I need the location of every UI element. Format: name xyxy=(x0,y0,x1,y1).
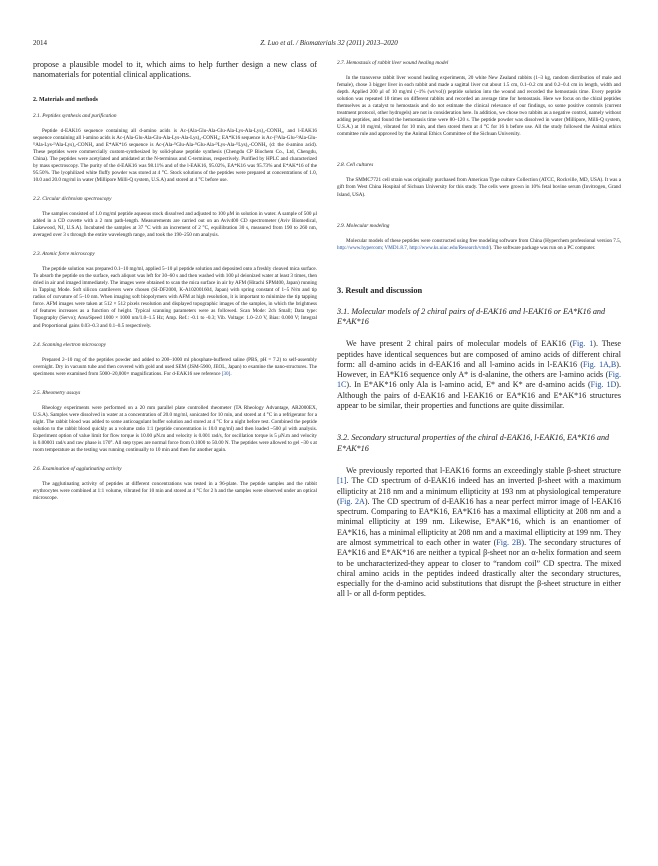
subsection-heading-2-6: 2.6. Examination of agglutinating activity xyxy=(33,466,122,473)
reference-link-1[interactable]: [1] xyxy=(337,476,347,486)
paragraph-2-1: Peptide d-EAK16 sequence containing all d-amino acids is Ac-(Ala-Glu-Ala-Glu-Ala-Lys-Ala-Lys)₂-CONH₂, and l-EAK16 sequence containing all l-amino acids is Ac-(Ala-Glu-Ala-Glu-Ala-Lys-Ala-Lys)₂-CONH₂; EA*K16 sequence is Ac-(ᴰAla-Glu-ᴰAla-Glu-ᴰAla-Lys-ᴰAla-Lys)₂-CONH₂ and E*AK*16 sequence is Ac-(Ala-ᴰGlu-Ala-ᴰGlu-Ala-ᴰLys-Ala-ᴰLys)₂-CONH₂ (d: the d-amino acid). These peptides were commercially custom-synthesized by solid-phase peptide synthesis (Chengdu CP Biochem Co., Ltd, Chengdu, China). The peptides were acetylated and amidated at the N-terminus and C-terminus, respectively. Purified by HPLC and characterized by mass spectroscopy. The purity of the d-EAK16 was 98.11% and of the l-EAK16, 95.02%, EA*K16 was 95.73% and E*AK*16 of the 95.50%. The lyophilized white fluffy powder was stored at 4 °C. Stock solutions of the peptides were prepared at concentrations of 1.0, 10.0 and 20.0 mg/ml in water (Millipore Milli-Q system, U.S.A) and stored at 4 °C before use. xyxy=(33,127,317,183)
figure-link-1[interactable]: Fig. 1 xyxy=(572,339,594,349)
running-head: Z. Luo et al. / Biomaterials 32 (2011) 2013–2020 xyxy=(260,39,398,47)
figure-link-1d[interactable]: Fig. 1D xyxy=(590,380,617,390)
paragraph-2-3: The peptide solution was prepared 0.1–10 mg/ml, applied 5–10 μl peptide solution and deposited onto a freshly cleaved mica surface. To absorb the peptide on the surface, each aliquot was left for 30–60 s and then washed with 100 μl deionized water at least 3 times, then dried in air and imaged immediately. The images were obtained to scan the mica surface in air by AFM (Hitachi SPM400, Japan) running in Tapping Mode. Soft silicon cantilevers were chosen (SI-DF2000, K-A102001604, Japan) with spring constant of 1–5 N/m and tip radius of curvature of 5–10 nm. When imaging soft biopolymers with AFM at high resolution, it is important to minimize the tip tapping force. AFM images were taken at 512 × 512 pixels resolution and displayed topographic images of the samples, in which the brightness of features increases as a function of height. Typical scanning parameters were as followed. Scan Mode: 2ch Small; Data type: Topography (Servo); Area/Speed 1000 × 1000 nm/1.0–1.5 Hz; Amp. Ref.: -0.1 to -0.3; Vib. Voltage: 1.0–2.0 V, Bias: 0.000 V; Integral and Proportional gains 0.03–0.3 and 0.1–0.5 respectively. xyxy=(33,266,317,329)
figure-link-1ab[interactable]: Fig. 1A,B xyxy=(583,359,617,369)
subsection-heading-2-7: 2.7. Hemostasis of rabbit liver wound healing model xyxy=(337,60,449,66)
figure-link-1c[interactable]: Fig. 1C xyxy=(337,370,621,390)
subsection-heading-2-3: 2.3. Atomic force microscopy xyxy=(33,251,95,258)
paragraph-2-4: Prepared 2–10 mg of the peptides powder and added to 200–1000 ml phosphate-buffered saline (PBS, pH = 7.2) to self-assembly overnight. Dry in vacuum tube and then covered with gold and used SEM (JSM-5900, JEOL, Japan) to examine the nano-structures. The specimens were examined from 5000–20,000× magnifications. For d-EAK16 see reference [30]. xyxy=(33,356,317,377)
paragraph-2-6: The agglutinating activity of peptides at different concentrations was tested in a 96-plate. The peptide samples and the rabbit erythrocytes were combined at 1:1 volume, vibrated for 10 min and stored at 4 °C for 2 h and the samples were observed under an optical microscope. xyxy=(33,481,317,502)
software-links[interactable]: http://www.hypercom; VMD1.8.7, http://www.ks.uiuc.edu/Research/vmd/ xyxy=(337,244,490,251)
paragraph-2-5: Rheology experiments were performed on a 20 mm parallel plate controlled rheometer (TA Rheology Advantage, AR2000EX, U.S.A). Samples were dissolved in water at a concentration of 20.0 mg/ml, sonicated for 10 min, and stored at 4 °C in a refrigerator for a night. The rabbit blood was added to some anticoagulant buffer solution and stored at 4 °C for a night before test. Combined the peptide solution to the rabbit blood quickly as a volume ratio 1:1 (peptide concentration is 10.0 mg/ml) and then loaded ~500 μl with analysis. Experiment option of value limit for flow torque is 10.00 μN.m and velocity is 0.001 rad/s, for oscillation torque is 5 μN.m and velocity is 0.00001 rad/s and raw phase is 170°. All step types are normal force from 0.1000 to 50.00 N. The peptides were allowed to gel ~30 s at room temperature as the testing was running continually to 10 min and then for another again. xyxy=(33,404,317,453)
right-column xyxy=(337,60,621,600)
paragraph-2-2: The samples consisted of 1.0 mg/ml peptide aqueous stock dissolved and adjusted to 100 μM in solution in water. A sample of 500 μl added in a CD cuvette with a 2 mm path-length. Measurements are carried out on an Aviv400 CD spectrometer (Aviv Biomedical, Lakewood, NJ, U.S.A). Incubated the samples at 37 °C with an increment of 2 °C, equilibration 30 s, measured from 190 to 260 nm, averaged over 3 s through the entire wavelength range, and took the 190–250 nm analysis. xyxy=(33,210,317,239)
subsection-heading-3-1: 3.1. Molecular models of 2 chiral pairs of d-EAK16 and l-EAK16 or EA*K16 and E*AK*16 xyxy=(337,306,606,326)
figure-link-2b[interactable]: Fig. 2B xyxy=(496,538,522,547)
subsection-heading-2-2: 2.2. Circular dichroism spectroscopy xyxy=(33,195,112,202)
paragraph-2-9: Molecular models of these peptides were constructed using free modeling software from China (Hyperchem professional version 7.5, http://www.hypercom; VMD1.8.7, http://www.ks.uiuc.edu/Research/vmd/). The software package was run on a PC computer. xyxy=(337,237,621,251)
section-heading-results: 3. Result and discussion xyxy=(337,285,423,295)
subsection-heading-2-1: 2.1. Peptides synthesis and purification xyxy=(33,112,117,119)
section-heading-materials-methods: 2. Materials and methods xyxy=(33,96,98,103)
subsection-heading-2-8: 2.8. Cell cultures xyxy=(337,162,374,169)
paragraph-3-2: We previously reported that l-EAK16 forms an exceedingly stable β-sheet structure [1]. The CD spectrum of d-EAK16 indeed has an inverted β-sheet with a maximum ellipticity at 218 nm and a minimum ellipticity at 193 nm at physiological temperature (Fig. 2A). The CD spectrum of d-EAK16 has a near perfect mirror image of l-EAK16 spectrum. Comparing to EA*K16, EA*K16 has a maximal ellipticity at 208 nm and a minimal ellipticity at 199 nm. Likewise, E*AK*16, which is an enantiomer of EA*K16, has a minimal ellipticity at 208 nm and a maximal ellipticity at 199 nm. They are almost symmetrical to each other in water (Fig. 2B). The secondary structures of EA*K16 and E*AK*16 are neither a typical β-sheet nor an α-helix formation and seem to be uncharacterized-they appear to closer to “random coil” CD spectra. The mixed chiral amino acids in the peptides indeed drastically alter the secondary structures, especially for the d-amino acid substitutions that disrupt the β-sheet structure in either all l- or all d-form peptides. xyxy=(337,465,622,599)
intro-paragraph: propose a plausible model to it, which aims to help further design a new class of nanomaterials for potential clinical applications. xyxy=(33,60,317,80)
paragraph-3-1: We have present 2 chiral pairs of molecular models of EAK16 (Fig. 1). These peptides have identical sequences but are composed of amino acids of different chiral form: all d-amino acids in d-EAK16 and all l-amino acids in l-EAK16 (Fig. 1A,B). However, in EA*K16 sequence only A* is d-alanine, the others are l-amino acids (Fig. 1C). In E*AK*16 only Ala is l-amino acid, E* and K* are d-amino acids (Fig. 1D). Although the pairs of d-EAK16 and l-EAK16 or EA*K16 and E*AK*16 structures appear to be similar, their properties and functions are quite dissimilar. xyxy=(337,339,621,411)
page-number: 2014 xyxy=(33,39,47,47)
subsection-heading-2-4: 2.4. Scanning electron microscopy xyxy=(33,341,107,348)
subsection-heading-2-9: 2.9. Molecular modeling xyxy=(337,222,390,229)
left-column xyxy=(33,60,317,502)
paragraph-2-8: The SMMC7721 cell strain was originally purchased from American Type culture Collection (ATCC, Rockville, MD, USA). It was a gift from West China Hospital of Sichuan University for this study. The cells were grown in 10% fetal bovine serum (Invitrogen, Grand Island, USA). xyxy=(337,177,621,198)
running-header xyxy=(33,39,625,51)
paragraph-2-7: In the transverse rabbit liver wound healing experiments, 20 white New Zealand rabbits (1–3 kg, random distribution of male and female), chose 3 bigger liver in each rabbit and made a sagittal liver cut about 1.5 cm, 0.1–0.2 cm and 0.2–0.4 cm in length, width and depth. Applied 200 μl of 10 mg/ml (~1% (wt/vol)) peptide solution into the wound and recorded the hemostasis time. Every peptide solution was repeated 10 times on different rabbits and recorded an average time for hemostasis. Here we focus on the chiral peptides themselves as a catalyst to hemostasis and do not estimate the clinical relevance of our findings, so some positive controls (current treatment protocol, other hydrogels) are not in consideration here. In addition, we chose two rabbits as a negative control, namely without adding peptides, and found the hemostasis time were 80–120 s. The peptide powder was dissolved in water (Millipore, Milli-Q system, U.S.A.) at 10 mg/ml, vibrated for 10 min, and then stored them at 4 °C for 16 h before use. All the study followed the Animal ethics committee rule and approved by the Animal Ethics Committee of the Sichuan University. xyxy=(337,75,621,138)
figure-link-2a[interactable]: Fig. 2A xyxy=(339,496,365,506)
reference-link-30[interactable]: [30] xyxy=(221,370,231,377)
subsection-heading-2-5: 2.5. Rheometry assays xyxy=(33,389,81,396)
subsection-heading-3-2: 3.2. Secondary structural properties of the chiral d-EAK16, l-EAK16, EA*K16 and E*AK*16 xyxy=(337,433,610,453)
